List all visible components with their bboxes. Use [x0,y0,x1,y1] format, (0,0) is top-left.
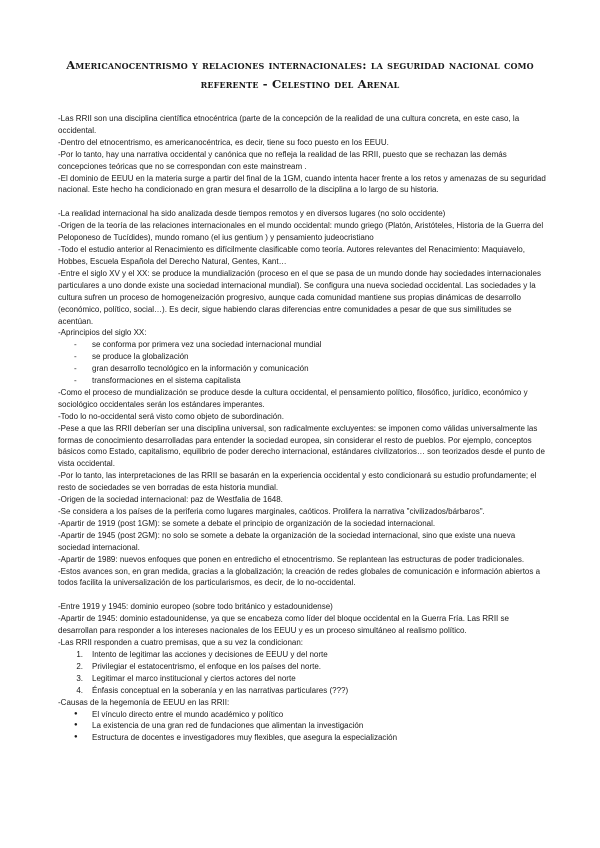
dash-marker: - [74,340,77,350]
paragraph: -Estos avances son, en gran medida, gracias a la globalización; la creación de redes globales de comunicación e información abiertos a todos facilita la universalización de los particularismos, es decir, de lo no-occidental. [58,566,541,588]
document-title: Americanocentrismo y relaciones internacionales: la seguridad nacional como referente - Celestino del Arenal [66,58,534,91]
dash-marker: - [74,376,77,386]
bullet-marker: ● [74,722,78,729]
list-item [58,673,548,685]
paragraph: -Origen de la sociedad internacional: paz de Westfalia de 1648. [58,495,283,505]
number-marker: 3. [76,673,83,683]
paragraph: -Por lo tanto, hay una narrativa occidental y canónica que no refleja la realidad de las RRII, puesto que se rechazan las demás concepciones teóricas que no se correspondan con este mainstream . [58,149,507,171]
list-item-text: gran desarrollo tecnológico en la información y comunicación [92,364,309,374]
bullet-marker: ● [74,734,78,741]
spacer [58,196,548,208]
paragraph: -Origen de la teoría de las relaciones internacionales en el mundo occidental: mundo griego (Platón, Aristóteles, Historia de la Guerra del Peloponeso de Tucídides), mundo romano (el ius gentium ) y pensamiento judeocristiano [58,221,544,243]
list-item [58,351,548,363]
list-item-text: Estructura de docentes e investigadores muy flexibles, que asegura la especialización [92,733,398,743]
list-item [58,685,548,697]
list-item [58,363,548,375]
paragraph: -Todo lo no-occidental será visto como objeto de subordinación. [58,411,284,421]
list-item-text: Legitimar el marco institucional y ciertos actores del norte [92,673,296,683]
paragraph: -Apartir de 1989: nuevos enfoques que ponen en entredicho el etnocentrismo. Se replantean las estructuras de poder tradicionales. [58,554,525,564]
list-item-text: La existencia de una gran red de fundaciones que alimentan la investigación [92,721,364,731]
document-body [58,113,548,744]
list-item [58,661,548,673]
list-item [58,649,548,661]
number-marker: 4. [76,685,83,695]
dash-marker: - [74,364,77,374]
list-item-text: transformaciones en el sistema capitalista [92,376,241,386]
number-marker: 2. [76,661,83,671]
list-item [58,339,548,351]
dash-marker: - [74,352,77,362]
list-item-text: Intento de legitimar las acciones y decisiones de EEUU y del norte [92,649,328,659]
list-item [58,720,548,732]
paragraph: -Como el proceso de mundialización se produce desde la cultura occidental, el pensamiento político, filosófico, jurídico, económico y sociológico occidentales serán los estándares imperantes. [58,387,528,409]
list-item-text: se conforma por primera vez una sociedad internacional mundial [92,340,322,350]
paragraph: -Pese a que las RRII deberían ser una disciplina universal, son radicalmente excluyentes: se imponen como válidas universalmente las formas de conocimiento desarrolladas para entender la sociedad europea, sin considerar el resto de pueblos. Por ejemplo, conceptos básicos como Estado, capitalismo, equilibrio de poder derecho internacional, estándares civilizatorios… son teorizados desde el punto de vista occidental. [58,423,545,469]
list-item [58,732,548,744]
section-intro [58,113,548,196]
list-item-text: Énfasis conceptual en la soberanía y en las narrativas particulares (???) [92,685,349,695]
paragraph: -Apartir de 1945 (post 2GM): no solo se somete a debate la organización de la sociedad internacional, sino que existe una nueva sociedad internacional. [58,530,516,552]
paragraph: -La realidad internacional ha sido analizada desde tiempos remotos y en diversos lugares (no solo occidente) [58,209,446,219]
section-hegemony [58,601,548,744]
paragraph: -Dentro del etnocentrismo, es americanocéntrica, es decir, tiene su foco puesto en los EEUU. [58,137,389,147]
dash-list [58,339,548,387]
list-item-text: Privilegiar el estatocentrismo, el enfoque en los países del norte. [92,661,322,671]
paragraph: -Por lo tanto, las interpretaciones de las RRII se basarán en la experiencia occidental y esto condicionará su estudio profundamente; el resto de sociedades se ven borradas de esta historia mundial. [58,471,537,493]
paragraph: -Entre el siglo XV y el XX: se produce la mundialización (proceso en el que se pasa de un mundo donde hay sociedades internacionales particulares a uno donde existe una sociedad internacional mundial). Se configura una nueva sociedad occidental. Las sociedades y la cultura sufren un proceso de homogeneización progresivo, aunque cada comunidad mantiene sus propias dinámicas de desarrollo (económico, político, social…). Es decir, sigue habiendo claras diferencias entre comunidades a pesar de que sus similitudes se acentúan. [58,268,541,326]
section-origins [58,208,548,589]
list-item [58,709,548,721]
paragraph: -Todo el estudio anterior al Renacimiento es difícilmente clasificable como teoría. Autores relevantes del Renacimiento: Maquiavelo, Hobbes, Escuela Española del Derecho Natural, Gentes, Kant… [58,245,525,266]
spacer [58,589,548,601]
paragraph: -Las RRII son una disciplina científica etnocéntrica (parte de la concepción de la realidad de una cultura concreta, en este caso, la occidental. [58,114,520,135]
paragraph: -Entre 1919 y 1945: dominio europeo (sobre todo británico y estadounidense) [58,602,333,612]
paragraph: -Causas de la hegemonía de EEUU en las RRII: [58,697,230,707]
numbered-list [58,649,548,697]
list-item-text: se produce la globalización [92,352,189,362]
paragraph: -Las RRII responden a cuatro premisas, que a su vez la condicionan: [58,638,304,648]
number-marker: 1. [76,649,83,659]
list-item-text: El vínculo directo entre el mundo académico y político [92,709,284,719]
bullet-list [58,709,548,745]
paragraph: -El dominio de EEUU en la materia surge a partir del final de la 1GM, cuando intenta hacer frente a los retos y amenazas de su seguridad nacional. Este hecho ha condicionado en gran mesura el desarrollo de la disciplina a lo largo de su historia. [58,173,546,195]
paragraph: -Se considera a los países de la periferia como lugares marginales, caóticos. Prolifera la narrativa "civilizados/bárbaros". [58,507,485,516]
paragraph: -Aprincipios del siglo XX: [58,328,147,338]
paragraph: -Apartir de 1945: dominio estadounidense, ya que se encabeza como líder del bloque occidental en la Guerra Fría. Las RRII se desarrollan para responder a los intereses nacionales de los EEUU y es un proceso simultáneo al realismo político. [58,614,509,636]
list-item [58,375,548,387]
paragraph: -Apartir de 1919 (post 1GM): se somete a debate el principio de organización de la sociedad internacional. [58,518,436,528]
bullet-marker: ● [74,710,78,717]
